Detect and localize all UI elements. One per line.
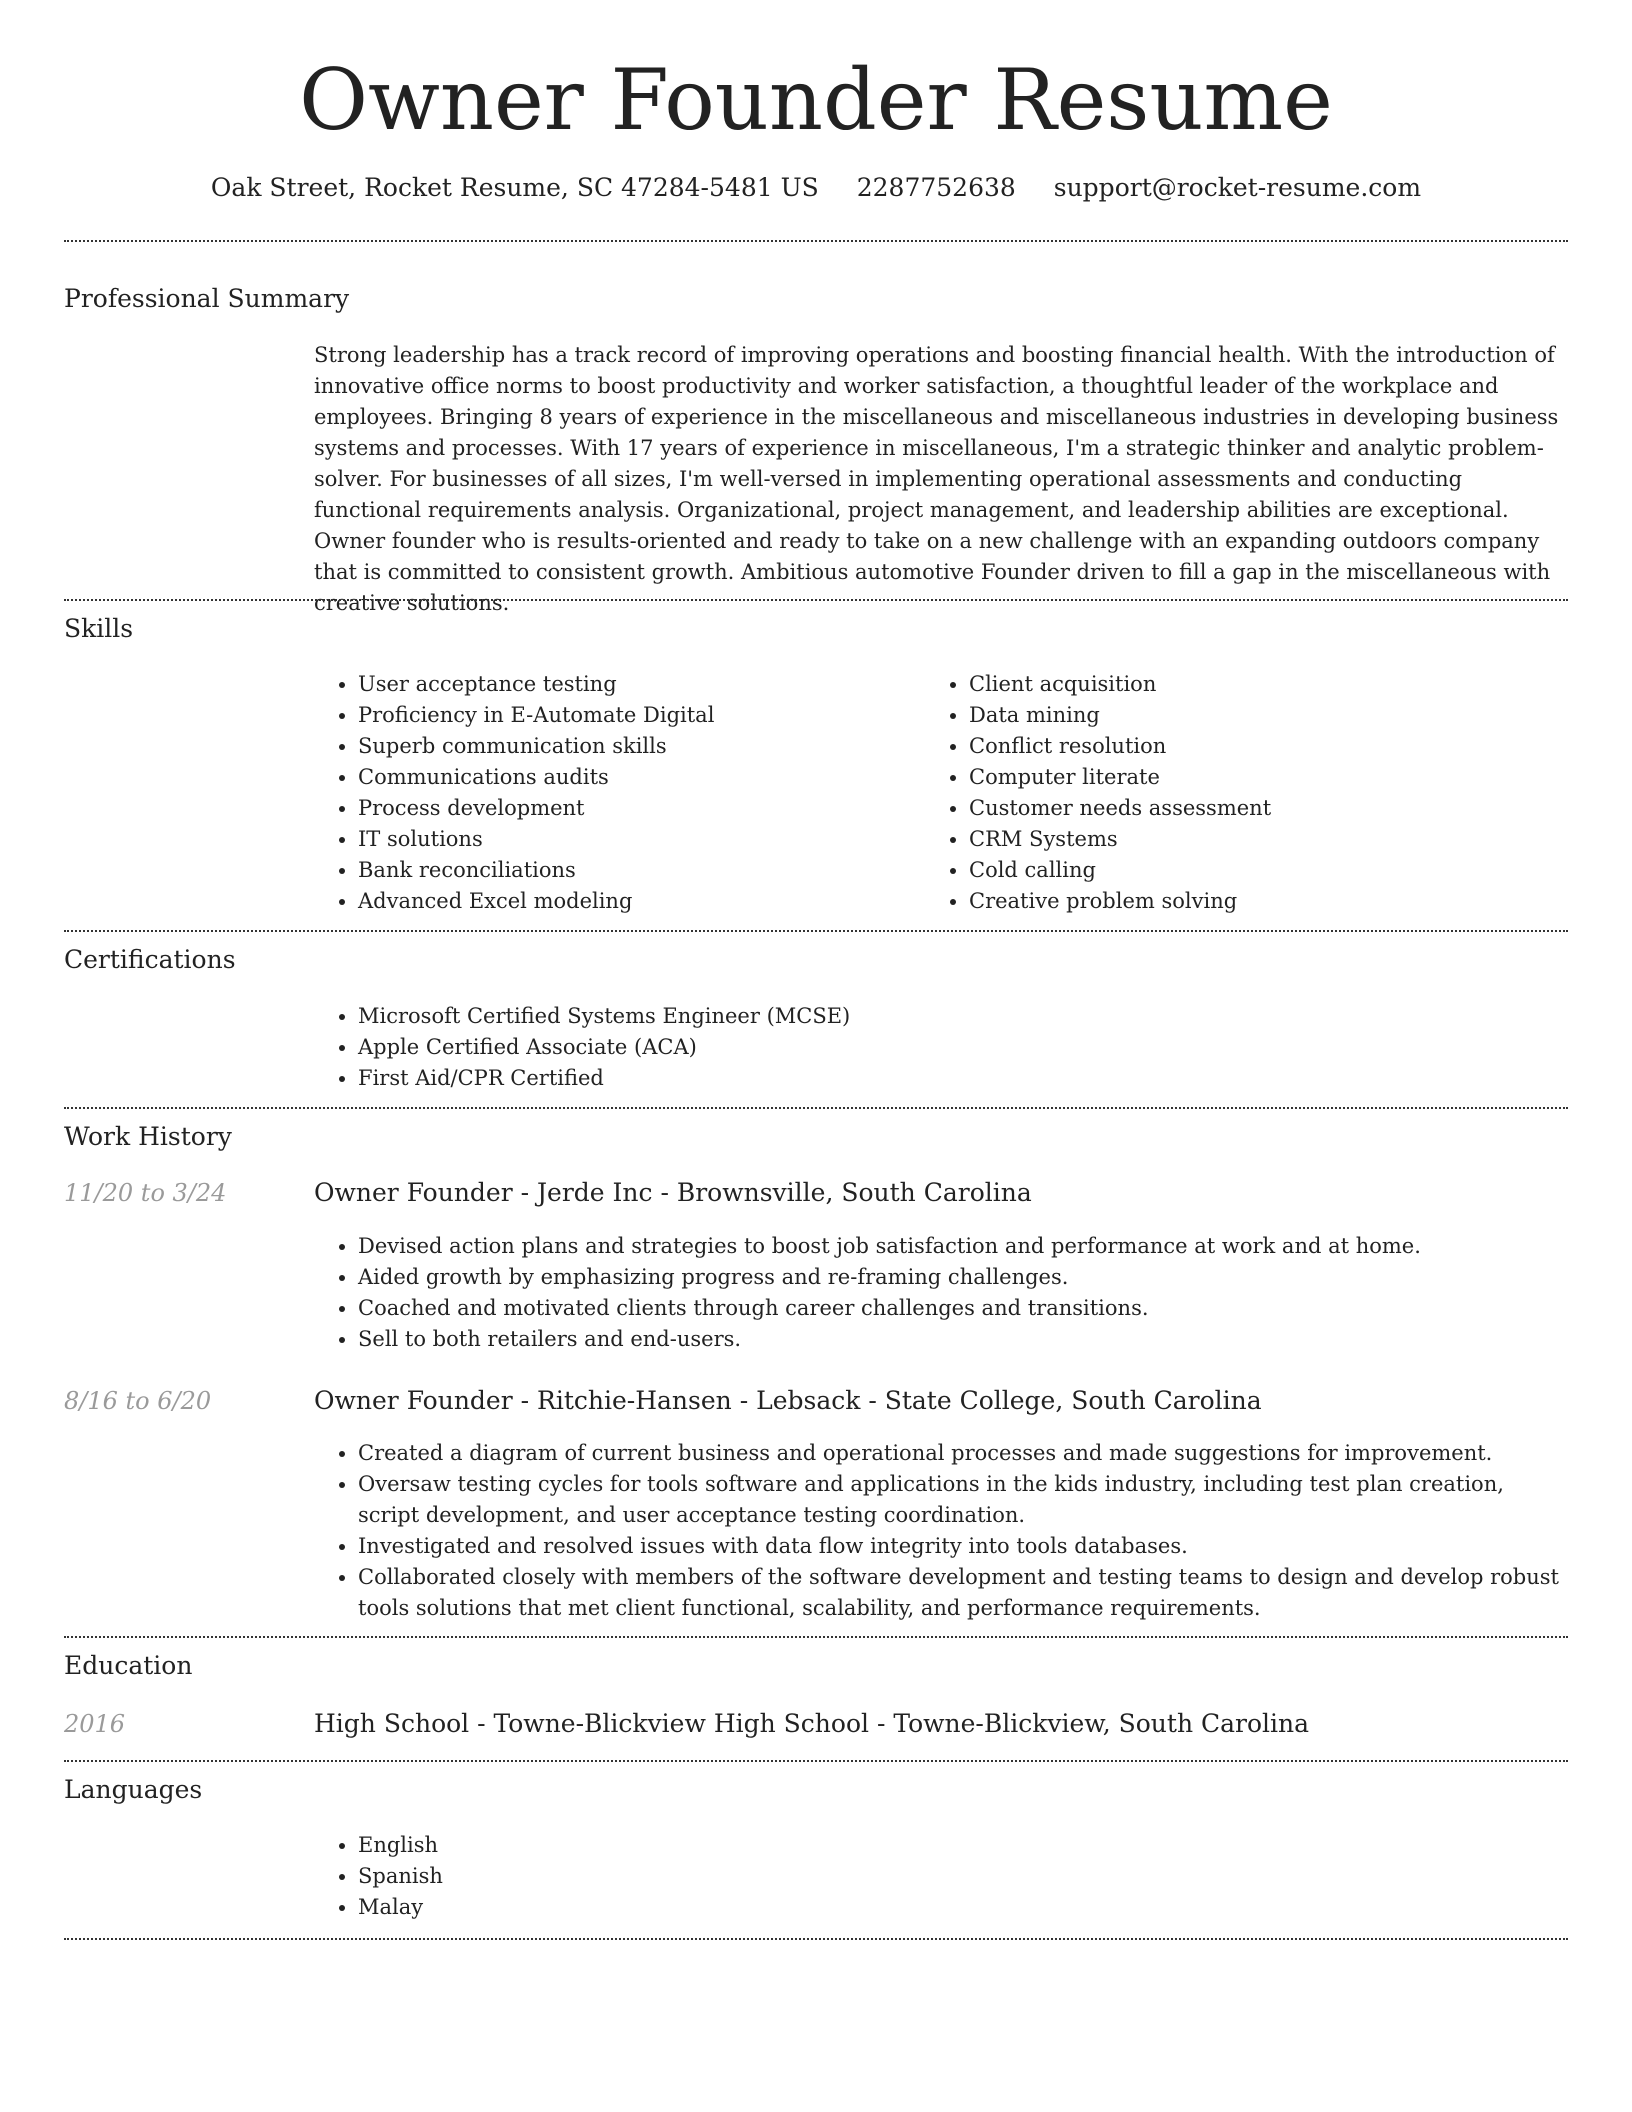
section-title-summary: Professional Summary bbox=[64, 284, 350, 313]
contact-line bbox=[64, 170, 1568, 206]
list-item: • Investigated and resolved issues with data flow integrity into tools databases. bbox=[358, 1531, 1568, 1562]
list-item: • Collaborated closely with members of the software development and testing teams to design and develop robust tools solutions that met client functional, scalability, and performance requirements. bbox=[358, 1562, 1568, 1624]
list-item: • Cold calling bbox=[969, 855, 1525, 886]
list-item: • CRM Systems bbox=[969, 824, 1525, 855]
list-item: • Bank reconciliations bbox=[358, 855, 914, 886]
section-divider bbox=[64, 599, 1568, 601]
job-bullet-list bbox=[314, 1231, 1568, 1355]
section-title-work-history: Work History bbox=[64, 1122, 232, 1151]
contact-address: Oak Street, Rocket Resume, SC 47284-5481 US bbox=[210, 173, 819, 202]
contact-phone: 2287752638 bbox=[856, 173, 1016, 202]
skills-left-list bbox=[314, 669, 914, 917]
list-item: • Superb communication skills bbox=[358, 731, 914, 762]
job-dates: 11/20 to 3/24 bbox=[64, 1179, 227, 1207]
list-item: • IT solutions bbox=[358, 824, 914, 855]
skills-column-left bbox=[314, 669, 914, 917]
list-item: • First Aid/CPR Certified bbox=[358, 1063, 1568, 1094]
job-heading: Owner Founder - Ritchie-Hansen - Lebsack - State College, South Carolina bbox=[314, 1386, 1262, 1415]
list-item: • Devised action plans and strategies to boost job satisfaction and performance at work and at home. bbox=[358, 1231, 1568, 1262]
list-item: • Apple Certified Associate (ACA) bbox=[358, 1032, 1568, 1063]
summary-text: Strong leadership has a track record of improving operations and boosting financial health. With the introduction of innovative office norms to boost productivity and worker satisfaction, a thoughtful leader of the workplace and employees. Bringing 8 years of experience in the miscellaneous and miscellaneous industries in developing business systems and processes. With 17 years of experience in miscellaneous, I'm a strategic thinker and analytic problem-solver. For businesses of all sizes, I'm well-versed in implementing operational assessments and conducting functional requirements analysis. Organizational, project management, and leadership abilities are exceptional. Owner founder who is results-oriented and ready to take on a new challenge with an expanding outdoors company that is committed to consistent growth. Ambitious automotive Founder driven to fill a gap in the miscellaneous with creative solutions. bbox=[314, 343, 1559, 615]
list-item: • Aided growth by emphasizing progress and re-framing challenges. bbox=[358, 1262, 1568, 1293]
list-item: • Sell to both retailers and end-users. bbox=[358, 1324, 1568, 1355]
list-item: • Communications audits bbox=[358, 762, 914, 793]
languages-bullets bbox=[314, 1830, 1568, 1923]
resume-page bbox=[64, 0, 1568, 2112]
section-divider bbox=[64, 930, 1568, 932]
section-title-skills: Skills bbox=[64, 614, 134, 643]
certifications-list bbox=[314, 1001, 1568, 1094]
education-year: 2016 bbox=[64, 1710, 126, 1738]
education-heading: High School - Towne-Blickview High School - Towne-Blickview, South Carolina bbox=[314, 1709, 1310, 1738]
list-item: • Created a diagram of current business and operational processes and made suggestions for improvement. bbox=[358, 1438, 1568, 1469]
list-item: • Conflict resolution bbox=[969, 731, 1525, 762]
list-item: • Oversaw testing cycles for tools software and applications in the kids industry, including test plan creation, script development, and user acceptance testing coordination. bbox=[358, 1469, 1568, 1531]
list-item: • Computer literate bbox=[969, 762, 1525, 793]
list-item: • Customer needs assessment bbox=[969, 793, 1525, 824]
section-title-languages: Languages bbox=[64, 1775, 203, 1804]
contact-email: support@rocket-resume.com bbox=[1053, 173, 1422, 202]
job-bullets bbox=[314, 1438, 1568, 1624]
job-bullet-list bbox=[314, 1438, 1568, 1624]
resume-name: Owner Founder Resume bbox=[299, 51, 1333, 149]
certifications-bullets bbox=[314, 1001, 1568, 1094]
list-item: • Spanish bbox=[358, 1861, 1568, 1892]
section-divider bbox=[64, 240, 1568, 242]
list-item: • Advanced Excel modeling bbox=[358, 886, 914, 917]
list-item: • Creative problem solving bbox=[969, 886, 1525, 917]
skills-column-right bbox=[925, 669, 1525, 917]
list-item: • Data mining bbox=[969, 700, 1525, 731]
list-item: • User acceptance testing bbox=[358, 669, 914, 700]
section-divider bbox=[64, 1760, 1568, 1762]
job-heading: Owner Founder - Jerde Inc - Brownsville, South Carolina bbox=[314, 1178, 1032, 1207]
list-item: • English bbox=[358, 1830, 1568, 1861]
section-title-education: Education bbox=[64, 1651, 193, 1680]
job-bullets bbox=[314, 1231, 1568, 1355]
list-item: • Proficiency in E-Automate Digital bbox=[358, 700, 914, 731]
section-divider bbox=[64, 1636, 1568, 1638]
skills-right-list bbox=[925, 669, 1525, 917]
section-divider bbox=[64, 1938, 1568, 1940]
list-item: • Microsoft Certified Systems Engineer (MCSE) bbox=[358, 1001, 1568, 1032]
list-item: • Client acquisition bbox=[969, 669, 1525, 700]
list-item: • Malay bbox=[358, 1892, 1568, 1923]
section-divider bbox=[64, 1107, 1568, 1109]
section-title-certifications: Certifications bbox=[64, 945, 236, 974]
list-item: • Process development bbox=[358, 793, 914, 824]
list-item: • Coached and motivated clients through career challenges and transitions. bbox=[358, 1293, 1568, 1324]
languages-list bbox=[314, 1830, 1568, 1923]
job-dates: 8/16 to 6/20 bbox=[64, 1387, 212, 1415]
